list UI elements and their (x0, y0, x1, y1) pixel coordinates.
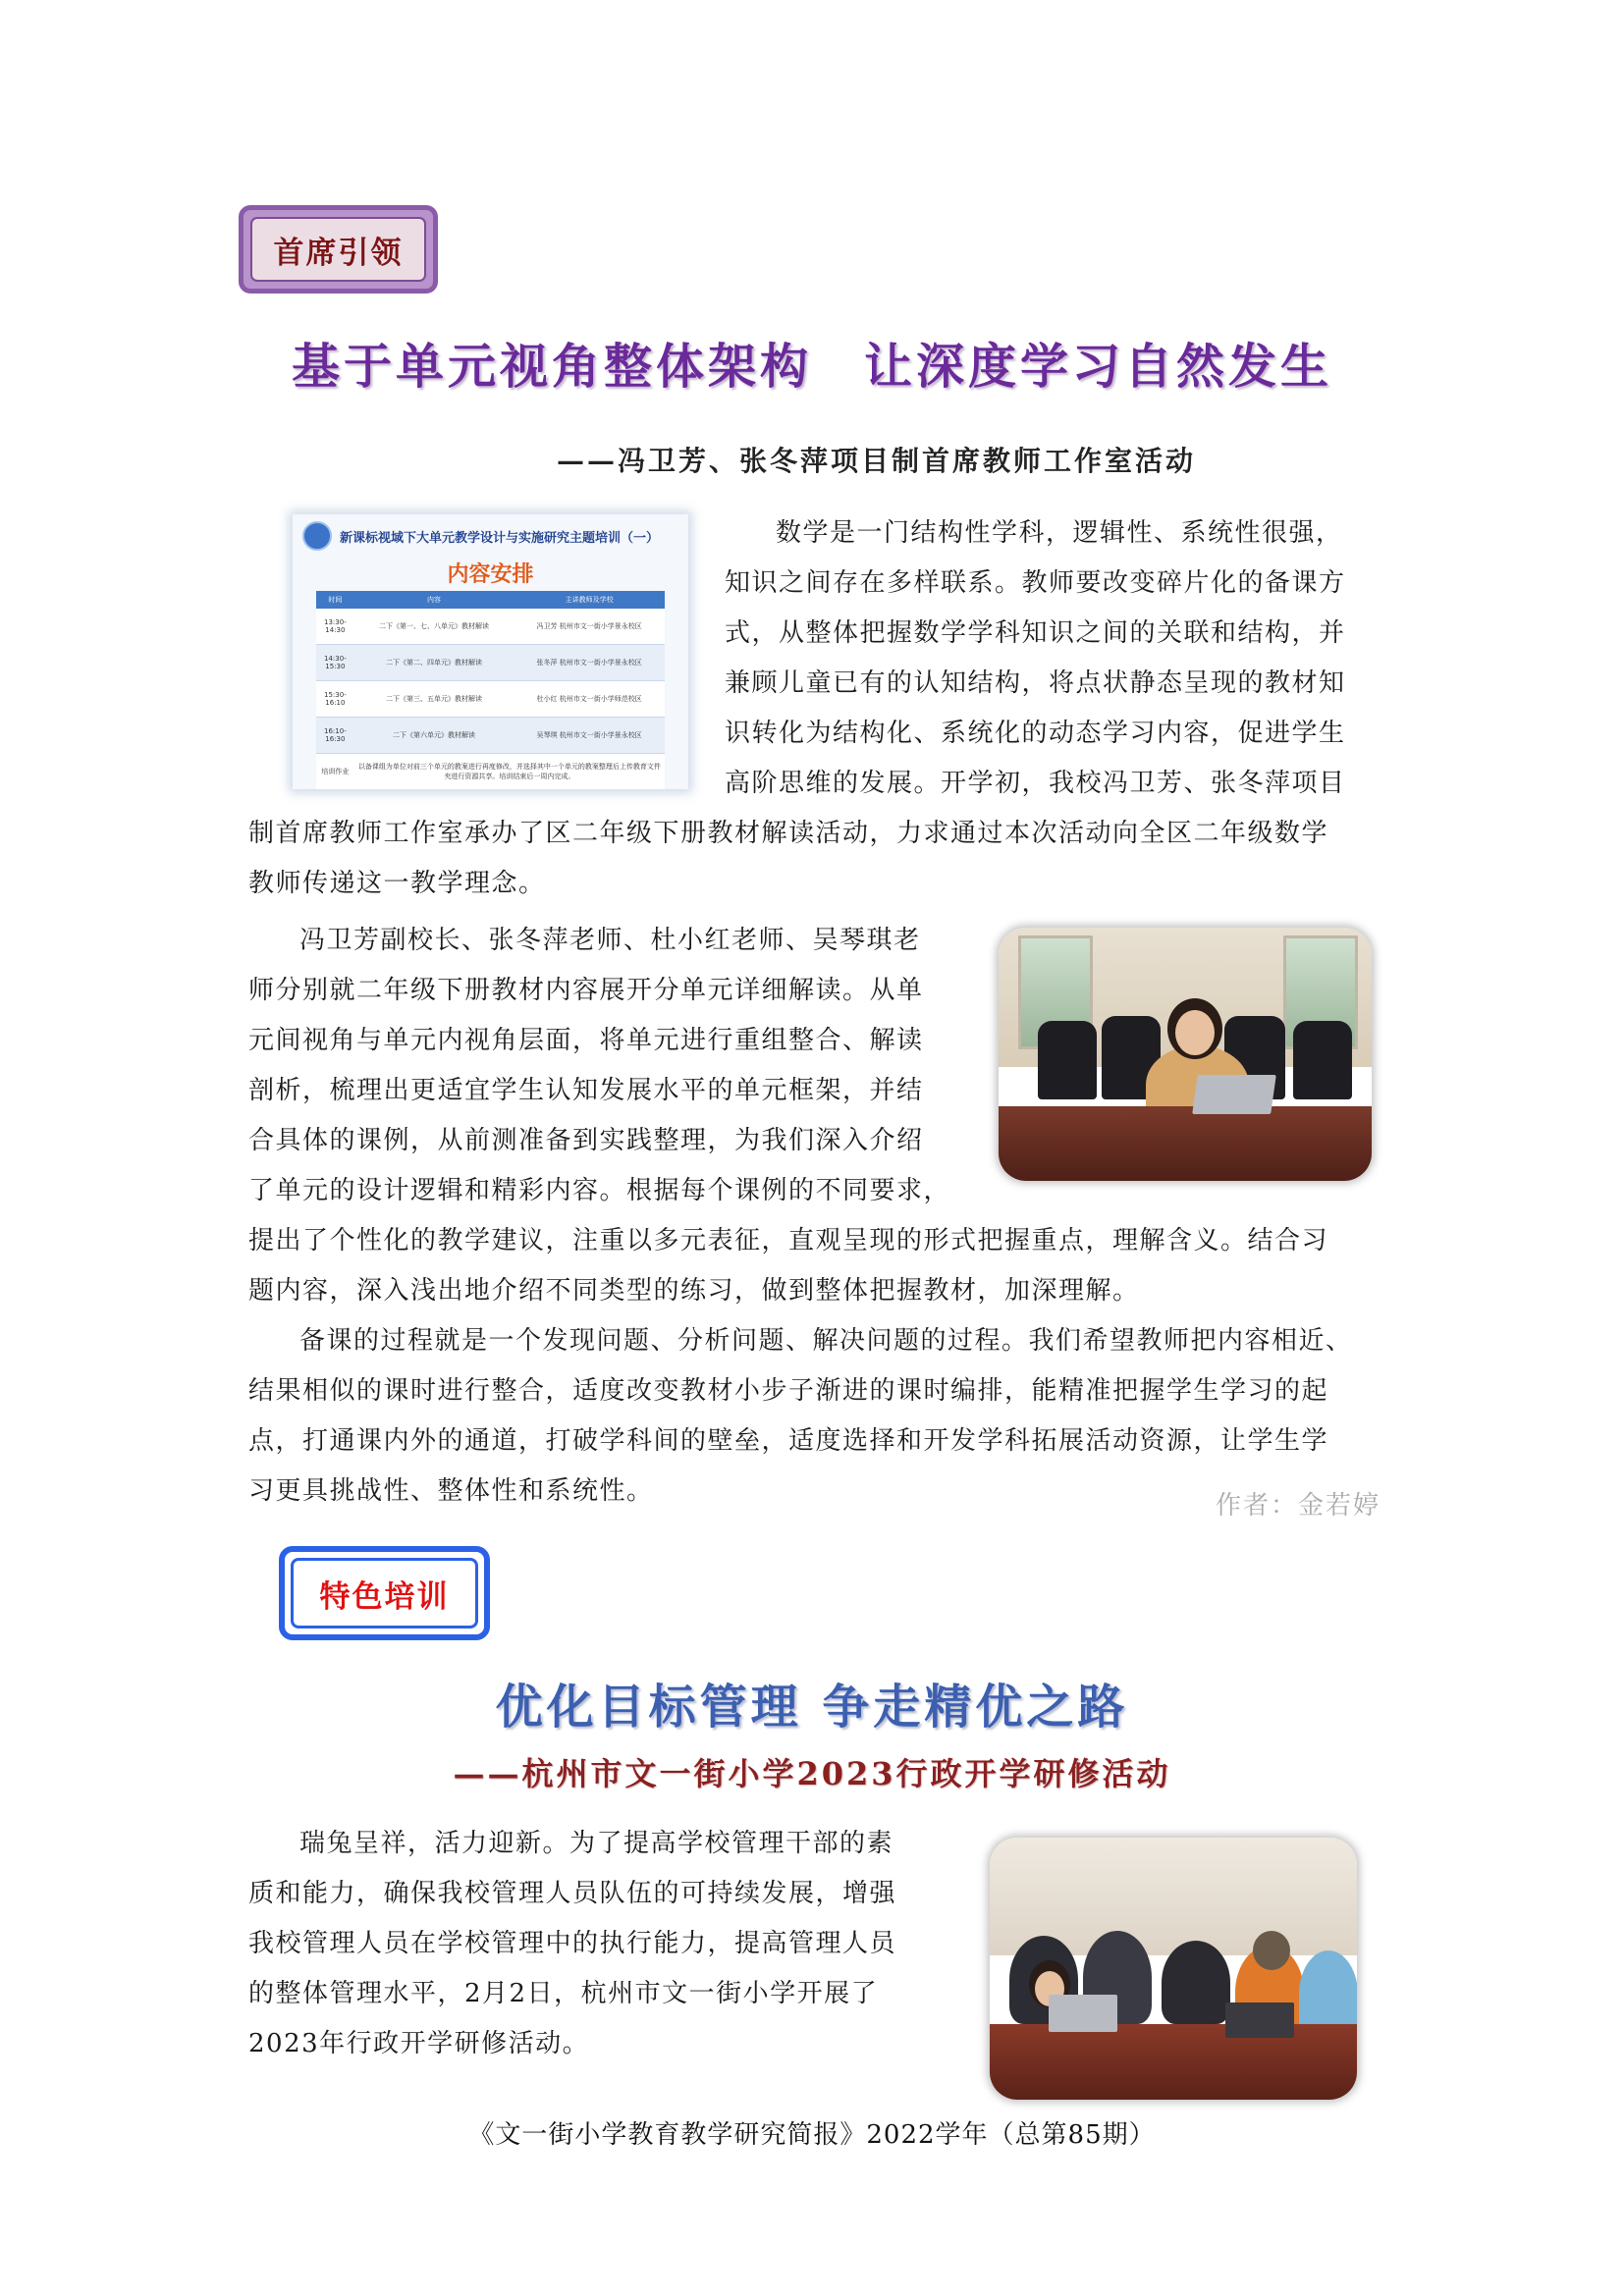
text-line: 制首席教师工作室承办了区二年级下册教材解读活动，力求通过本次活动向全区二年级数学 (248, 819, 1329, 848)
photo-person (1162, 1941, 1230, 2024)
schedule-header (293, 514, 688, 558)
photo-face (1175, 1010, 1215, 1055)
schedule-col-time: 时间 (316, 591, 354, 609)
table-cell: 14:30-15:30 (316, 645, 354, 681)
meeting-photo (990, 1838, 1357, 2100)
text-line: 2023年行政开学研修活动。 (248, 2029, 590, 2058)
table-cell: 15:30-16:10 (316, 681, 354, 718)
schedule-col-teacher: 主讲教师及学校 (514, 591, 665, 609)
article-author: 作者：金若婷 (1216, 1491, 1381, 1521)
section-tag-lead-label: 首席引领 (250, 217, 426, 282)
text-line: 高阶思维的发展。开学初，我校冯卫芳、张冬萍项目 (725, 769, 1346, 798)
schedule-header-text: 新课标视域下大单元教学设计与实施研究主题培训（一） (340, 530, 660, 546)
section1-paragraph-1b (248, 809, 1387, 909)
article-title-2: 优化目标管理 争走精优之路 (495, 1680, 1129, 1735)
schedule-table (316, 591, 665, 789)
table-cell: 以备课组为单位对前三个单元的教案进行再度修改，并选择其中一个单元的教案整理后上传教育文件夹进行资源共享。培训结束后一周内完成。 (354, 754, 665, 790)
text-line: 瑞兔呈祥，活力迎新。为了提高学校管理干部的素 (299, 1829, 894, 1858)
table-row (316, 718, 665, 754)
photo-laptop (1049, 1995, 1117, 2032)
text-line: 我校管理人员在学校管理中的执行能力，提高管理人员 (248, 1929, 897, 1958)
text-line: 知识之间存在多样联系。教师要改变碎片化的备课方 (725, 568, 1346, 598)
text-line: 师分别就二年级下册教材内容展开分单元详细解读。从单 (248, 976, 924, 1005)
text-line: 剖析，梳理出更适宜学生认知发展水平的单元框架，并结 (248, 1076, 924, 1105)
photo-laptop (1192, 1075, 1276, 1114)
text-line: 识转化为结构化、系统化的动态学习内容，促进学生 (725, 719, 1346, 748)
text-line: 题内容，深入浅出地介绍不同类型的练习，做到整体把握教材，加深理解。 (248, 1276, 1140, 1306)
article-title-1: 基于单元视角整体架构 让深度学习自然发生 (291, 339, 1332, 395)
photo-chair (1293, 1021, 1352, 1099)
table-cell: 吴琴琪 杭州市文一街小学景永校区 (514, 718, 665, 754)
photo-table (990, 2024, 1357, 2100)
table-cell: 杜小红 杭州市文一街小学师范校区 (514, 681, 665, 718)
text-line: 的整体管理水平，2月2日，杭州市文一街小学开展了 (248, 1979, 879, 2008)
section-tag-training (279, 1546, 490, 1640)
schedule-col-content: 内容 (354, 591, 514, 609)
photo-table (999, 1106, 1372, 1181)
text-line: 冯卫芳副校长、张冬萍老师、杜小红老师、吴琴琪老 (299, 926, 921, 955)
text-line: 点，打通课内外的通道，打破学科间的壁垒，适度选择和开发学科拓展活动资源，让学生学 (248, 1426, 1329, 1456)
section-tag-lead (239, 205, 438, 294)
text-line: 习更具挑战性、整体性和系统性。 (248, 1476, 654, 1506)
text-line: 数学是一门结构性学科，逻辑性、系统性很强， (776, 518, 1343, 548)
text-line: 教师传递这一教学理念。 (248, 869, 546, 898)
table-cell: 二下《第六单元》教材解读 (354, 718, 514, 754)
text-line: 式，从整体把握数学学科知识之间的关联和结构，并 (725, 618, 1346, 648)
page-footer: 《文一街小学教育教学研究简报》2022学年（总第85期） (468, 2120, 1156, 2150)
text-line: 质和能力，确保我校管理人员队伍的可持续发展，增强 (248, 1879, 897, 1908)
text-line: 备课的过程就是一个发现问题、分析问题、解决问题的过程。我们希望教师把内容相近、 (299, 1326, 1353, 1356)
text-line: 结果相似的课时进行整合，适度改变教材小步子渐进的课时编排，能精准把握学生学习的起 (248, 1376, 1329, 1406)
photo-hair (1253, 1931, 1290, 1970)
section1-paragraph-2a (248, 916, 975, 1216)
table-cell: 冯卫芳 杭州市文一街小学景永校区 (514, 609, 665, 645)
table-row (316, 754, 665, 790)
table-row (316, 681, 665, 718)
table-cell: 16:10-16:30 (316, 718, 354, 754)
school-logo-icon (302, 521, 332, 551)
text-line: 合具体的课例，从前测准备到实践整理，为我们深入介绍 (248, 1126, 924, 1155)
table-row (316, 609, 665, 645)
table-cell: 张冬萍 杭州市文一街小学景永校区 (514, 645, 665, 681)
schedule-heading: 内容安排 (447, 562, 534, 587)
table-cell: 13:30-14:30 (316, 609, 354, 645)
table-cell: 培训作业 (316, 754, 354, 790)
text-line: 元间视角与单元内视角层面，将单元进行重组整合、解读 (248, 1026, 924, 1055)
section1-paragraph-1a (725, 508, 1386, 809)
table-row (316, 645, 665, 681)
schedule-image (293, 514, 688, 789)
section-tag-training-label: 特色培训 (291, 1558, 478, 1629)
photo-laptop (1225, 2002, 1294, 2038)
text-line: 兼顾儿童已有的认知结构，将点状静态呈现的教材知 (725, 668, 1346, 698)
section2-paragraph-1 (248, 1819, 955, 2069)
article-subtitle-2: ——杭州市文一街小学2023行政开学研修活动 (453, 1755, 1171, 1792)
table-cell: 二下《第二、四单元》教材解读 (354, 645, 514, 681)
section1-paragraph-2b (248, 1216, 1387, 1316)
article-subtitle-1: ——冯卫芳、张冬萍项目制首席教师工作室活动 (556, 445, 1196, 477)
text-line: 提出了个性化的教学建议，注重以多元表征，直观呈现的形式把握重点，理解含义。结合习 (248, 1226, 1329, 1255)
table-cell: 二下《第一、七、八单元》教材解读 (354, 609, 514, 645)
table-cell: 二下《第三、五单元》教材解读 (354, 681, 514, 718)
text-line: 了单元的设计逻辑和精彩内容。根据每个课例的不同要求， (248, 1176, 951, 1205)
teacher-photo (999, 928, 1372, 1181)
photo-chair (1038, 1021, 1097, 1099)
